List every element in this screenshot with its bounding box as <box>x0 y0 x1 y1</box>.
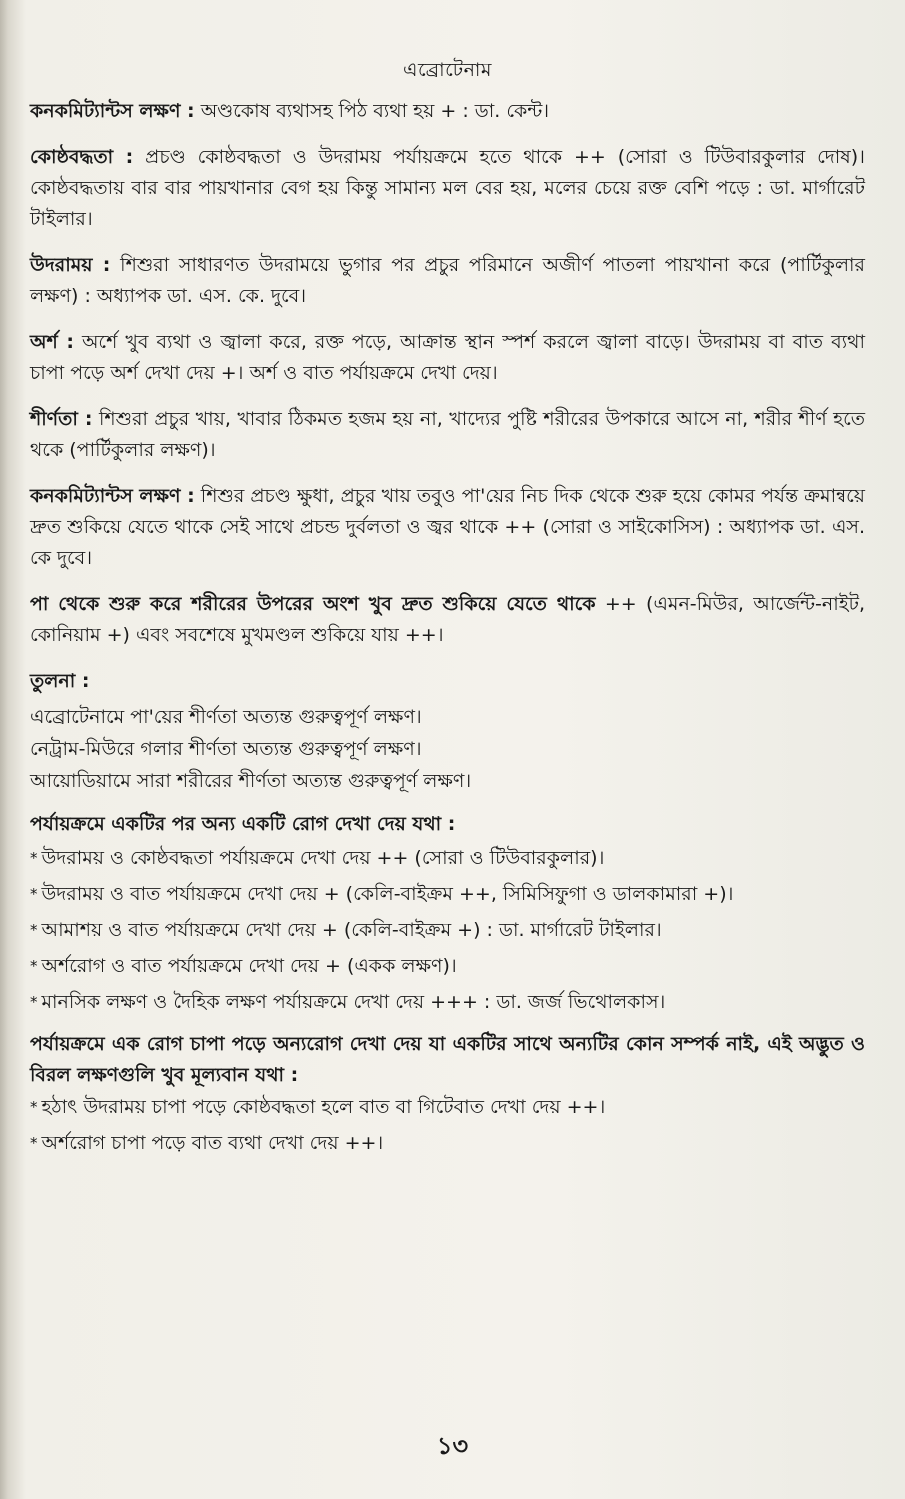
label-piles: অর্শ : <box>30 331 74 353</box>
asterisk-bullet: * <box>30 885 38 903</box>
list-item <box>30 844 865 873</box>
comparison-section <box>30 666 865 797</box>
suppression-section <box>30 1029 865 1158</box>
list-item-text: আমাশয় ও বাত পর্যায়ক্রমে দেখা দেয় + (কেলি-বাইক্রম +) : ডা. মার্গারেট টাইলার। <box>41 919 662 941</box>
asterisk-bullet: * <box>30 1098 38 1116</box>
paragraph-wasting <box>30 589 865 651</box>
asterisk-bullet: * <box>30 1134 38 1152</box>
text-constipation: প্রচণ্ড কোষ্ঠবদ্ধতা ও উদরাময় পর্যায়ক্রমে হতে থাকে ++ (সোরা ও টিউবারকুলার দোষ)। কোষ্ঠবদ্ধতায় বার বার পায়খানার বেগ হয় কিন্তু সামান্য মল বের হয়, মলের চেয়ে রক্ত বেশি পড়ে : ডা. মার্গারেট টাইলার। <box>30 146 865 230</box>
wasting-text: ++ (এমন-মিউর, আর্জেন্ট-নাইট, কোনিয়াম +) এবং সবশেষে মুখমণ্ডল শুকিয়ে যায় ++। <box>30 593 865 646</box>
label-diarrhea: উদরাময় : <box>30 254 111 276</box>
list-item-text: অর্শরোগ ও বাত পর্যায়ক্রমে দেখা দেয় + (একক লক্ষণ)। <box>41 955 457 977</box>
list-item-text: উদরাময় ও বাত পর্যায়ক্রমে দেখা দেয় + (কেলি-বাইক্রম ++, সিমিসিফুগা ও ডালকামারা +)। <box>41 883 734 905</box>
asterisk-bullet: * <box>30 957 38 975</box>
asterisk-bullet: * <box>30 921 38 939</box>
comparison-line: আয়োডিয়ামে সারা শরীরের শীর্ণতা অত্যন্ত গুরুত্বপূর্ণ লক্ষণ। <box>30 770 472 792</box>
asterisk-bullet: * <box>30 993 38 1011</box>
paragraph-concomitant-1 <box>30 96 865 127</box>
list-item-text: হঠাৎ উদরাময় চাপা পড়ে কোষ্ঠবদ্ধতা হলে বাত বা গিটেবাত দেখা দেয় ++। <box>41 1096 606 1118</box>
paragraph-emaciation <box>30 404 865 466</box>
suppression-heading: পর্যায়ক্রমে এক রোগ চাপা পড়ে অন্যরোগ দেখা দেয় যা একটির সাথে অন্যটির কোন সম্পর্ক নাই, এই অদ্ভুত ও বিরল লক্ষণগুলি খুব মূল্যবান যথা : <box>30 1033 865 1086</box>
alternating-heading: পর্যায়ক্রমে একটির পর অন্য একটি রোগ দেখা দেয় যথা : <box>30 813 456 835</box>
wasting-bold-text: পা থেকে শুরু করে শরীরের উপরের অংশ খুব দ্রুত শুকিয়ে যেতে থাকে <box>30 593 596 615</box>
paragraph-diarrhea <box>30 250 865 312</box>
text-concomitant-1: অণ্ডকোষ ব্যথাসহ পিঠ ব্যথা হয় + : ডা. কেন্ট। <box>194 100 550 122</box>
text-concomitant-2: শিশুর প্রচণ্ড ক্ষুধা, প্রচুর খায় তবুও পা'য়ের নিচ দিক থেকে শুরু হয়ে কোমর পর্যন্ত ক্রমান্বয়ে দ্রুত শুকিয়ে যেতে থাকে সেই সাথে প্রচন্ড দুর্বলতা ও জ্বর থাকে ++ (সোরা ও সাইকোসিস) : অধ্যাপক ডা. এস. কে দুবে। <box>30 485 865 569</box>
label-emaciation: শীর্ণতা : <box>30 408 93 430</box>
paragraph-concomitant-2 <box>30 481 865 574</box>
list-item <box>30 916 865 945</box>
list-item <box>30 988 865 1017</box>
running-header: এব্রোটেনাম <box>402 59 492 81</box>
text-piles: অর্শে খুব ব্যথা ও জ্বালা করে, রক্ত পড়ে, আক্রান্ত স্থান স্পর্শ করলে জ্বালা বাড়ে। উদরাময় বা বাত ব্যথা চাপা পড়ে অর্শ দেখা দেয় +। অর্শ ও বাত পর্যায়ক্রমে দেখা দেয়। <box>30 331 865 384</box>
list-item <box>30 952 865 981</box>
text-emaciation: শিশুরা প্রচুর খায়, খাবার ঠিকমত হজম হয় না, খাদ্যের পুষ্টি শরীরের উপকারে আসে না, শরীর শীর্ণ হতে থকে (পার্টিকুলার লক্ষণ)। <box>30 408 865 461</box>
comparison-line: নেট্রাম-মিউরে গলার শীর্ণতা অত্যন্ত গুরুত্বপূর্ণ লক্ষণ। <box>30 738 422 760</box>
asterisk-bullet: * <box>30 849 38 867</box>
comparison-heading: তুলনা : <box>30 670 90 692</box>
text-diarrhea: শিশুরা সাধারণত উদরাময়ে ভুগার পর প্রচুর পরিমানে অজীর্ণ পাতলা পায়খানা করে (পার্টিকুলার লক্ষণ) : অধ্যাপক ডা. এস. কে. দুবে। <box>30 254 866 307</box>
paragraph-constipation <box>30 142 865 235</box>
alternating-section <box>30 809 865 1017</box>
comparison-line: এব্রোটেনামে পা'য়ের শীর্ণতা অত্যন্ত গুরুত্বপূর্ণ লক্ষণ। <box>30 706 422 728</box>
label-concomitant-1: কনকমিট্যান্টস লক্ষণ : <box>30 100 195 122</box>
page-number: ১৩ <box>436 1432 469 1460</box>
list-item <box>30 1129 865 1158</box>
list-item-text: অর্শরোগ চাপা পড়ে বাত ব্যথা দেখা দেয় ++। <box>41 1132 384 1154</box>
list-item <box>30 1093 865 1122</box>
label-concomitant-2: কনকমিট্যান্টস লক্ষণ : <box>30 485 195 507</box>
paragraph-piles <box>30 327 865 389</box>
list-item-text: মানসিক লক্ষণ ও দৈহিক লক্ষণ পর্যায়ক্রমে দেখা দেয় +++ : ডা. জর্জ ভিথোলকাস। <box>41 991 666 1013</box>
label-constipation: কোষ্ঠবদ্ধতা : <box>30 146 134 168</box>
list-item <box>30 880 865 909</box>
list-item-text: উদরাময় ও কোষ্ঠবদ্ধতা পর্যায়ক্রমে দেখা দেয় ++ (সোরা ও টিউবারকুলার)। <box>41 847 605 869</box>
